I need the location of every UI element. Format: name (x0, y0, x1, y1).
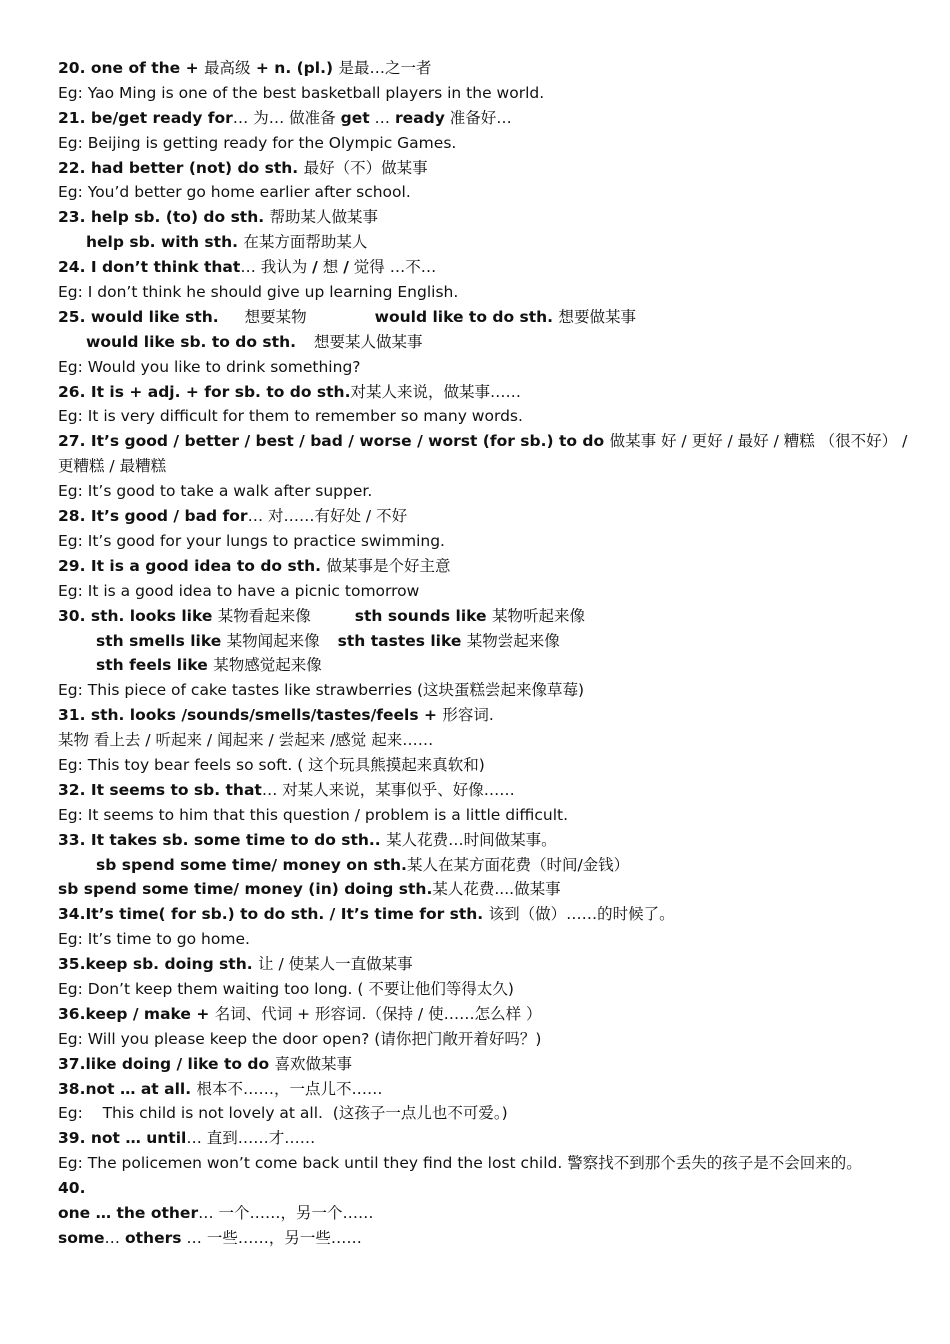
text: 在某方面帮助某人 (243, 233, 368, 252)
text: Eg: It’s time to go home. (58, 930, 250, 949)
text: 喜欢做某事 (274, 1054, 353, 1073)
bold-text: sb spend some time/ money on sth. (96, 855, 407, 874)
bold-text: sth smells like (96, 631, 227, 650)
bold-text: 23. help sb. (to) do sth. (58, 208, 270, 227)
bold-text: help sb. with sth. (86, 233, 244, 252)
text: 最高级 (203, 59, 251, 77)
text: 让 / 使某人一直做某事 (258, 955, 413, 974)
example-line (58, 803, 910, 828)
text: Eg: Yao Ming is one of the best basketball players in the world. (58, 83, 545, 102)
text: 做某事是个好主意 (326, 556, 451, 575)
text: 某人花费…时间做某事。 (386, 830, 557, 849)
item-36-line (58, 1002, 910, 1027)
item-34-line (58, 902, 910, 927)
bold-text: 26. It is + adj. + for sb. to do sth. (58, 382, 351, 401)
item-31-line (58, 703, 910, 728)
text: … 一些……，另一些…… (181, 1228, 362, 1247)
bold-text: 30. sth. looks like (58, 606, 218, 625)
bold-text: 24. I don’t think that (58, 258, 241, 277)
example-line (58, 753, 910, 778)
text: Eg: It seems to him that this question / problem is a little difficult. (58, 805, 569, 824)
item-33-sub-line (58, 877, 910, 902)
text: 是最…之一者 (338, 59, 432, 77)
bold-text: 33. It takes sb. some time to do sth.. (58, 830, 387, 849)
example-line (58, 479, 910, 504)
text: Eg: Don’t keep them waiting too long. ( 不要让他们等得太久) (58, 979, 514, 998)
item-28-line (58, 504, 910, 529)
text: 某物闻起来像 (226, 631, 320, 650)
text: … 直到……才…… (186, 1129, 316, 1148)
item-30-sub-line (58, 629, 910, 654)
bold-text: would like to do sth. (374, 307, 559, 326)
text: 该到（做）……的时候了。 (488, 905, 675, 924)
text: 想要某人做某事 (314, 332, 423, 351)
text: 做某事 好 / 更好 / 最好 / 糟糕 （很不好） / 更糟糕 / 最糟糕 (58, 432, 908, 476)
bold-text: / (343, 258, 349, 277)
bold-text: 32. It seems to sb. that (58, 780, 262, 799)
bold-text: 38.not … at all. (58, 1079, 197, 1098)
bold-text: 22. had better (not) do sth. (58, 158, 304, 177)
text: Eg: Beijing is getting ready for the Olympic Games. (58, 133, 457, 152)
example-line (58, 678, 910, 703)
item-30-line (58, 604, 910, 629)
bold-text: sb spend some time/ money (in) doing sth. (58, 880, 433, 899)
example-line (58, 280, 910, 305)
text: 某物 看上去 / 听起来 / 闻起来 / 尝起来 /感觉 起来…… (58, 731, 434, 750)
text: Eg: It is a good idea to have a picnic tomorrow (58, 581, 420, 600)
item-38-line (58, 1077, 910, 1102)
bold-text: 40. (58, 1179, 86, 1198)
bold-text: 34.It’s time( for sb.) to do sth. / It’s time for sth. (58, 905, 489, 924)
text: Eg: Will you please keep the door open? (请你把门敞开着好吗？) (58, 1029, 542, 1048)
text: 对某人来说，做某事…… (350, 382, 521, 401)
example-line (58, 404, 910, 429)
text: 名词、代词 + 形容词.（保持 / 使……怎么样 ） (214, 1004, 542, 1023)
text: 某物听起来像 (491, 606, 585, 625)
example-line (58, 579, 910, 604)
item-24-line (58, 255, 910, 280)
item-30-sub-line (58, 653, 910, 678)
example-line (58, 1101, 910, 1126)
bold-text: 20. one of the + (58, 59, 204, 77)
item-33-sub-line (58, 853, 910, 878)
bold-text: 35.keep sb. doing sth. (58, 955, 259, 974)
text: Eg: You’d better go home earlier after school. (58, 183, 411, 202)
bold-text: others (124, 1228, 182, 1247)
text: Eg: This toy bear feels so soft. ( 这个玩具熊摸起来真软和) (58, 755, 485, 774)
text: 某物尝起来像 (466, 631, 560, 650)
example-line (58, 1027, 910, 1052)
bold-text: would like sb. to do sth. (86, 332, 296, 351)
example-line (58, 977, 910, 1002)
item-40-sub-line (58, 1226, 910, 1251)
text: 想 (317, 258, 344, 277)
item-20-line (58, 56, 910, 81)
example-line (58, 81, 910, 106)
bold-text: / (312, 258, 318, 277)
bold-text: some (58, 1228, 105, 1247)
text: Eg: It’s good to take a walk after supper. (58, 482, 373, 501)
text: 帮助某人做某事 (269, 208, 379, 227)
text: 最好（不）做某事 (303, 158, 428, 177)
text: 形容词. (442, 706, 494, 725)
text: 某人在某方面花费（时间/金钱） (406, 855, 630, 874)
example-line (58, 180, 910, 205)
item-40-sub-line (58, 1201, 910, 1226)
bold-text: 27. It’s good / better / best / bad / worse / worst (for sb.) to do (58, 432, 610, 451)
text: 根本不……，一点儿不…… (196, 1079, 383, 1098)
bold-text: 25. would like sth. (58, 307, 219, 326)
item-33-line (58, 828, 910, 853)
bold-text: 28. It’s good / bad for (58, 507, 248, 526)
text: … 为… 做准备 (232, 108, 341, 127)
item-40-line (58, 1176, 910, 1201)
item-25-sub-line (58, 330, 910, 355)
item-35-line (58, 952, 910, 977)
item-32-line (58, 778, 910, 803)
example-line (58, 131, 910, 156)
text: Eg: This child is not lovely at all. (这孩子一点儿也不可爱。) (58, 1104, 508, 1123)
bold-text: 36.keep / make + (58, 1004, 215, 1023)
text: 某物感觉起来像 (213, 656, 322, 675)
text: … (369, 108, 395, 127)
text: Eg: This piece of cake tastes like strawberries (这块蛋糕尝起来像草莓) (58, 681, 585, 700)
item-39-line (58, 1126, 910, 1151)
text: Eg: It’s good for your lungs to practice swimming. (58, 531, 445, 550)
bold-text: ready (394, 108, 445, 127)
text: 准备好… (444, 108, 512, 127)
text: … 我认为 (240, 258, 313, 277)
text: Eg: The policemen won’t come back until they find the lost child. 警察找不到那个丢失的孩子是不会回来的。 (58, 1154, 862, 1173)
text: … (104, 1228, 125, 1247)
text: … 对某人来说，某事似乎、好像…… (261, 780, 515, 799)
bold-text: sth feels like (96, 656, 214, 675)
item-37-line (58, 1052, 910, 1077)
bold-text: 37.like doing / like to do (58, 1054, 275, 1073)
text: 想要某物 (244, 307, 307, 326)
bold-text: get (340, 108, 370, 127)
example-line (58, 1151, 910, 1176)
item-26-line (58, 380, 910, 405)
text: Eg: It is very difficult for them to remember so many words. (58, 407, 523, 426)
item-25-line (58, 305, 910, 330)
text: 想要做某事 (558, 307, 636, 326)
text: 某物看起来像 (217, 606, 311, 625)
text: 觉得 …不… (348, 258, 437, 277)
bold-text: 21. be/get ready for (58, 108, 233, 127)
text: 某人花费....做某事 (432, 880, 561, 899)
bold-text: 31. sth. looks /sounds/smells/tastes/feels + (58, 706, 443, 725)
bold-text: sth tastes like (337, 631, 467, 650)
bold-text: 39. not … until (58, 1129, 187, 1148)
item-27-line (58, 429, 910, 479)
text: … 一个……，另一个…… (198, 1204, 374, 1223)
bold-text: + n. (pl.) (250, 59, 339, 77)
item-21-line (58, 106, 910, 131)
bold-text: one … the other (58, 1204, 199, 1223)
bold-text: sth sounds like (354, 606, 492, 625)
text: Eg: I don’t think he should give up learning English. (58, 283, 459, 302)
item-29-line (58, 554, 910, 579)
example-line (58, 927, 910, 952)
bold-text: 29. It is a good idea to do sth. (58, 556, 327, 575)
item-23-line (58, 205, 910, 230)
item-22-line (58, 156, 910, 181)
example-line (58, 355, 910, 380)
text-line (58, 728, 910, 753)
text: Eg: Would you like to drink something? (58, 357, 361, 376)
item-23-sub-line (58, 230, 910, 255)
text: … 对……有好处 / 不好 (247, 507, 408, 526)
example-line (58, 529, 910, 554)
